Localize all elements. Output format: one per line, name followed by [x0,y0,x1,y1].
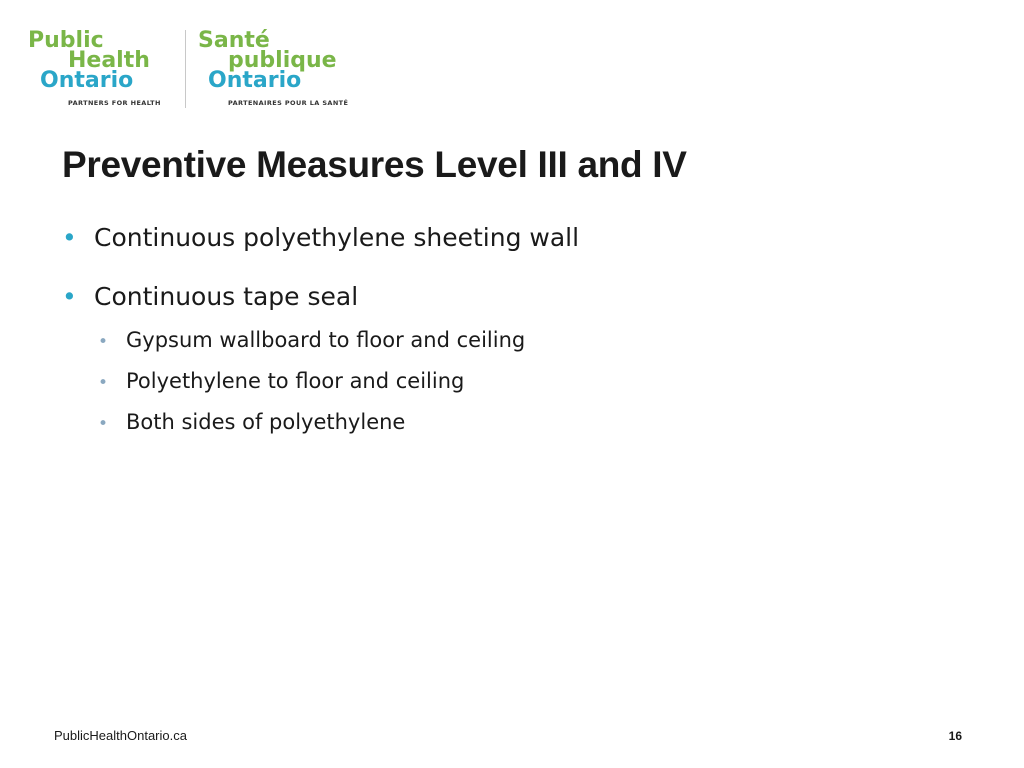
sub-bullet-text: Both sides of polyethylene [126,410,406,434]
logo-fr-line-2: publique [228,48,337,73]
sub-bullet-dot-icon: • [98,373,109,393]
logo-fr-line-3: Ontario [208,68,302,93]
bullet-dot-icon: • [62,223,77,252]
footer-url-link[interactable]: PublicHealthOntario.ca [54,728,187,743]
bullet-text: Continuous polyethylene sheeting wall [94,223,580,252]
logo-fr-tagline: PARTENAIRES POUR LA SANTÉ [228,99,349,107]
logo-fr-line-1: Santé [198,28,270,53]
bullet-text: Continuous tape seal [94,282,359,311]
public-health-ontario-logo [28,28,368,112]
bullet-item [62,282,358,311]
bullet-dot-icon: • [62,282,77,311]
sub-bullet-text: Polyethylene to floor and ceiling [126,369,465,393]
sub-bullet-item [98,410,405,434]
sub-bullet-item [98,328,525,352]
logo-divider [185,30,186,108]
sub-bullet-dot-icon: • [98,414,109,434]
page-number: 16 [948,729,962,743]
sub-bullet-dot-icon: • [98,332,109,352]
sub-bullet-text: Gypsum wallboard to floor and ceiling [126,328,526,352]
logo-en-line-1: Public [28,28,104,53]
sub-bullet-item [98,369,464,393]
logo-en-tagline: PARTNERS FOR HEALTH [68,99,161,107]
logo-en-line-3: Ontario [40,68,134,93]
bullet-item [62,223,579,252]
logo-en-line-2: Health [68,48,150,73]
slide-title: Preventive Measures Level III and IV [62,144,687,185]
